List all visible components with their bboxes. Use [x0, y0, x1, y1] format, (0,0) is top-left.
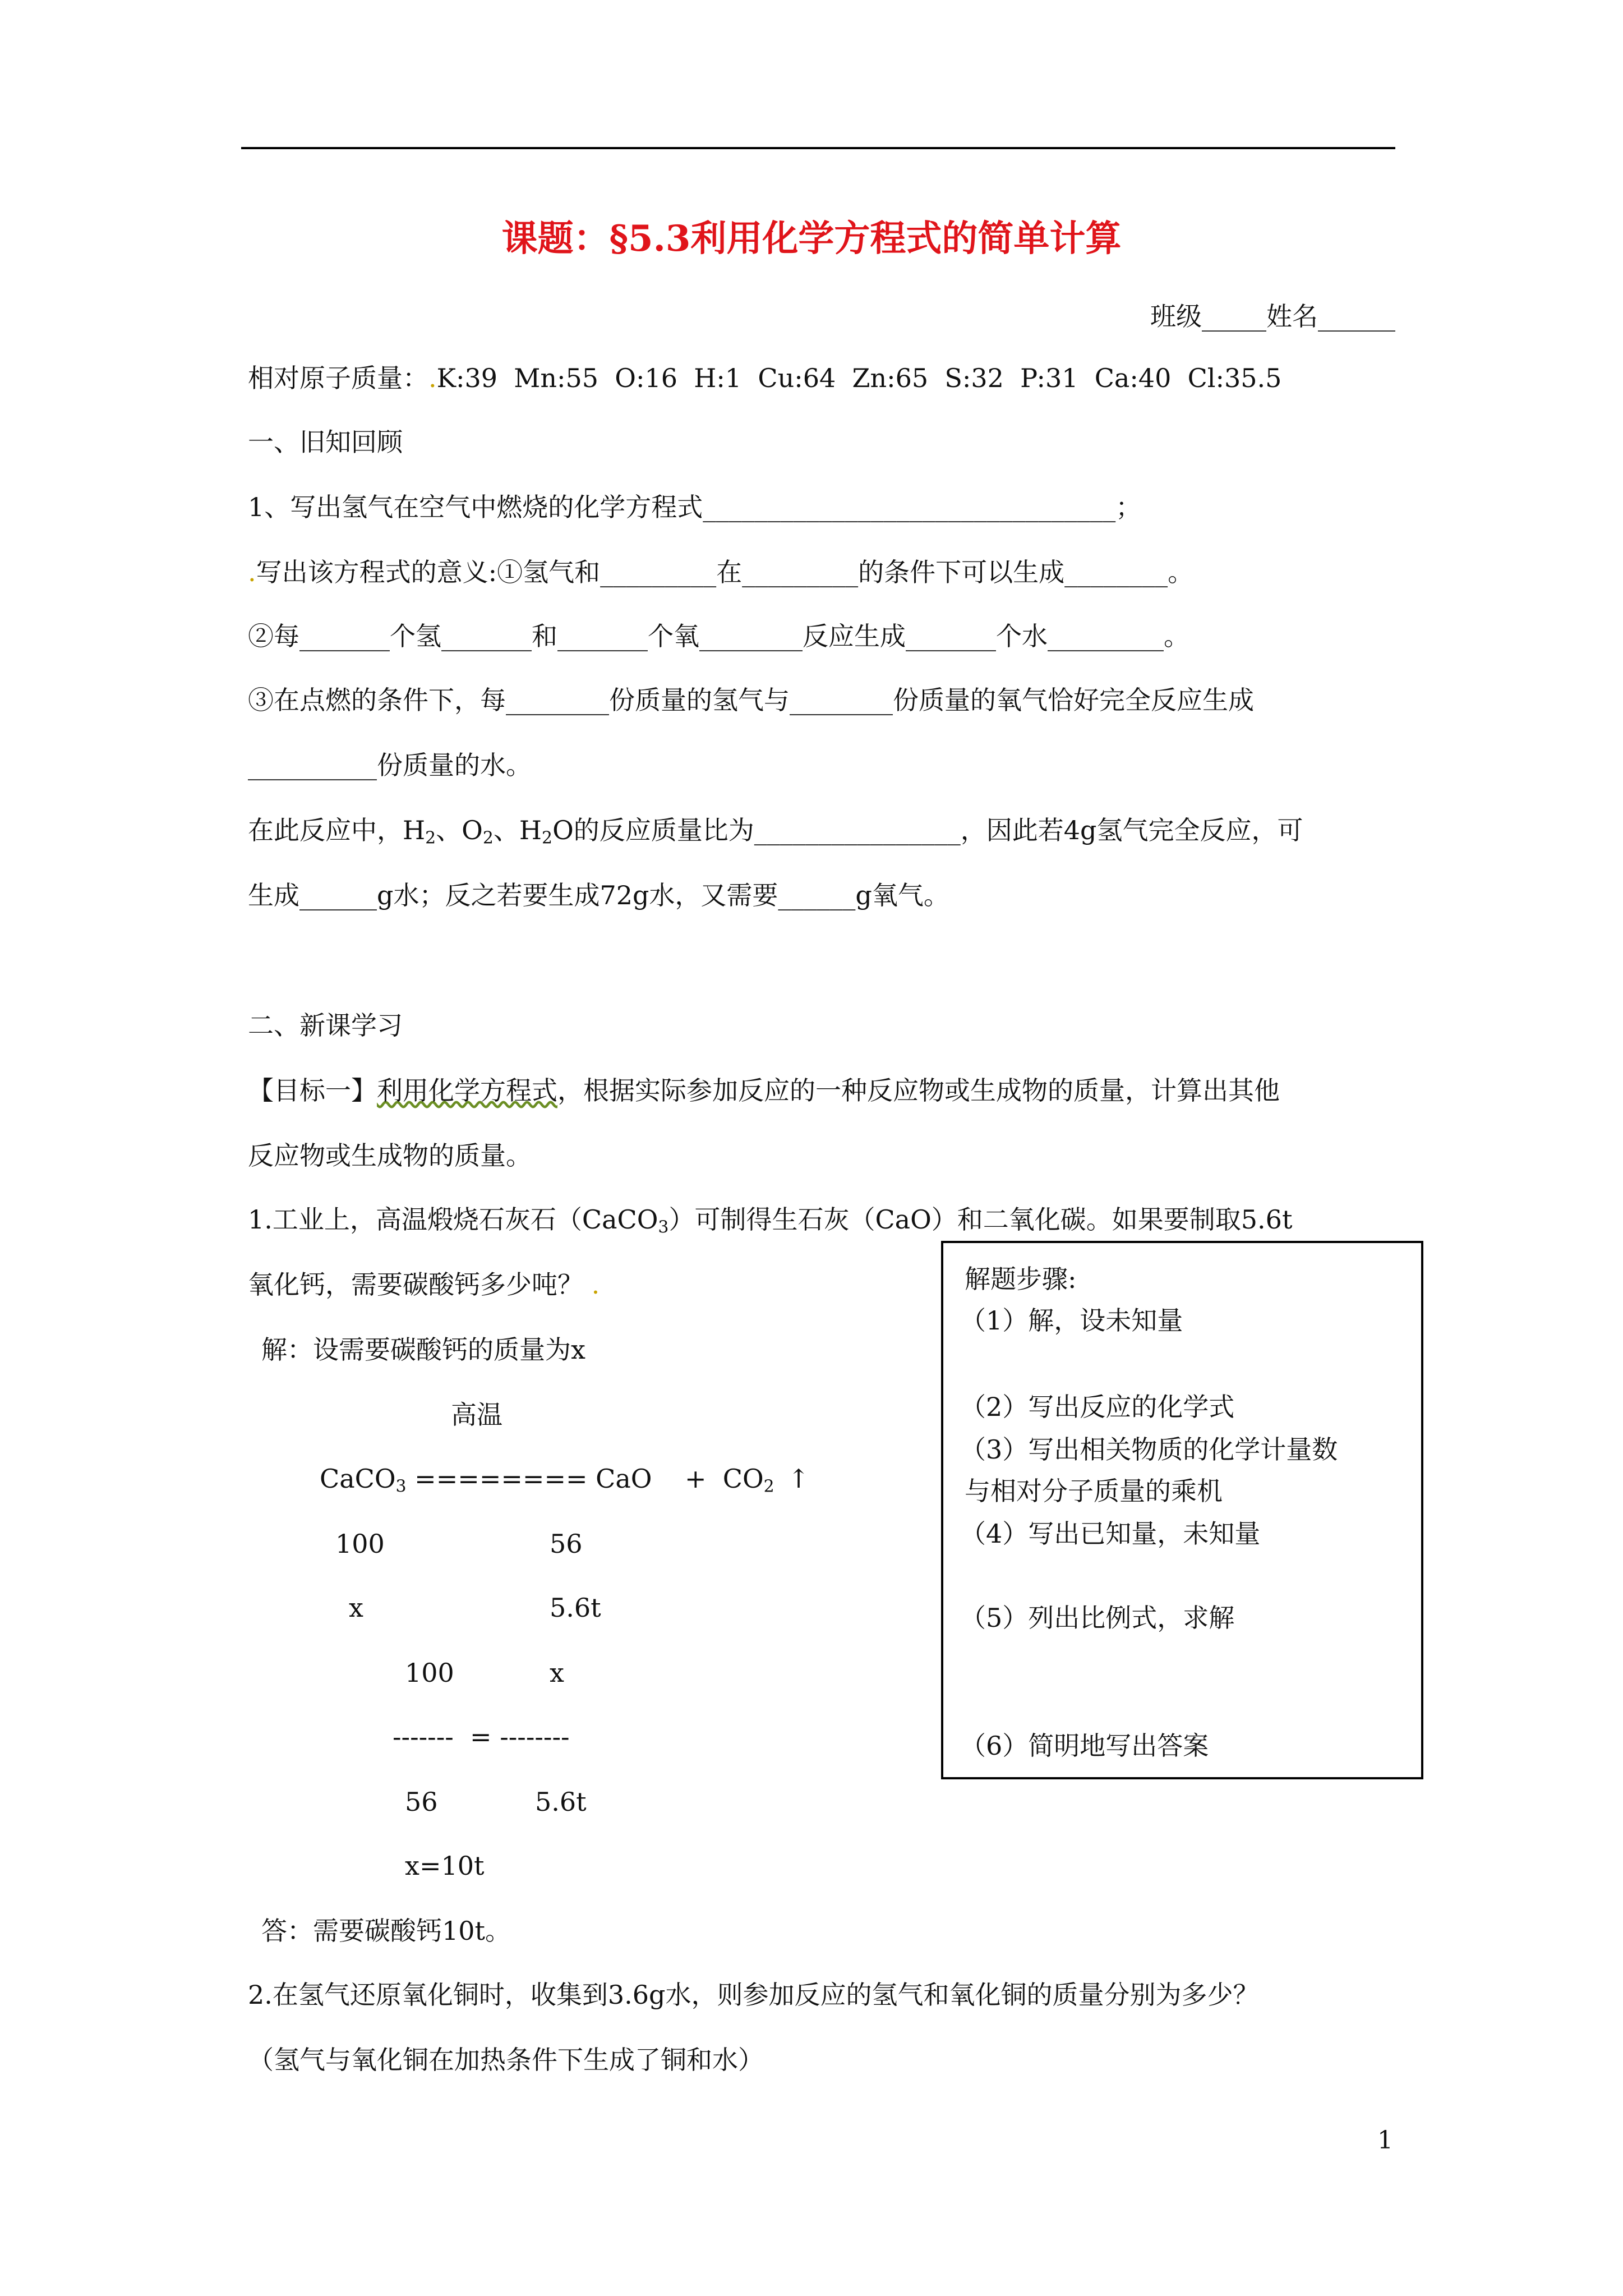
step-4: （4）写出已知量，未知量 [960, 1519, 1261, 1549]
subscript: 2 [542, 828, 553, 848]
subscript: 3 [395, 1476, 407, 1497]
step-3a: （3）写出相关物质的化学计量数 [960, 1434, 1338, 1465]
goal1-rest: ，根据实际参加反应的一种反应物或生成物的质量，计算出其他 [557, 1075, 1280, 1106]
steps-title: 解题步骤: [965, 1264, 1077, 1294]
q1-line-2-wrap [248, 555, 1193, 589]
header-rule [241, 147, 1395, 149]
ex2-line-2: （氢气与氧化铜在加热条件下生成了铜和水） [248, 2045, 764, 2075]
ex2-line-1: 2.在氢气还原氧化铜时，收集到3.6g水，则参加反应的氢气和氧化铜的质量分别为多少？ [248, 1980, 1259, 2010]
goal1-wavy-text: 利用化学方程式 [377, 1075, 557, 1106]
ex1-line-2-wrap [248, 1268, 600, 1301]
atomic-mass-line [248, 361, 1281, 395]
ratio-top-right: x [550, 1658, 564, 1688]
reaction-condition: 高温 [451, 1400, 502, 1430]
solution-set: 解：设需要碳酸钙的质量为x [261, 1335, 585, 1365]
q1-line-3: ②每_______个氢_______和_______个氧________反应生成_______个水_________。 [248, 621, 1189, 651]
subscript: 2 [425, 828, 436, 848]
subscript: 2 [482, 828, 494, 848]
atomic-mass-values: K:39 Mn:55 O:16 H:1 Cu:64 Zn:65 S:32 P:31 Ca:40 Cl:35.5 [436, 363, 1282, 393]
step-1: （1）解，设未知量 [960, 1305, 1183, 1336]
solution-answer: 答：需要碳酸钙10t。 [261, 1916, 511, 1946]
step-6: （6）简明地写出答案 [960, 1731, 1209, 1761]
reaction-equation [320, 1462, 809, 1496]
ex1-part: 1.工业上，高温煅烧石灰石（CaCO [248, 1204, 658, 1235]
mark-dot-icon: . [583, 1269, 600, 1300]
subscript: 2 [763, 1476, 774, 1497]
q1-line-6-part: 、H [493, 815, 542, 845]
mark-dot-icon: . [428, 363, 437, 393]
q1-line-1: 1、写出氢气在空气中燃烧的化学方程式________________________________； [248, 492, 1142, 522]
ex1-line-2: 氧化钙，需要碳酸钙多少吨？ [248, 1269, 583, 1300]
subscript: 3 [658, 1217, 669, 1237]
section-heading-new: 二、新课学习 [248, 1010, 403, 1041]
q1-line-2: 写出该方程式的意义:①氢气和_________在_________的条件下可以生成________。 [256, 557, 1194, 587]
molar-mass-cao: 56 [550, 1529, 583, 1559]
q1-line-7: 生成______g水；反之若要生成72g水，又需要______g氧气。 [248, 880, 949, 910]
ratio-bottom-right: 5.6t [535, 1787, 587, 1817]
known-mass: 5.6t [550, 1593, 601, 1623]
q1-line-4: ③在点燃的条件下，每________份质量的氢气与________份质量的氧气恰好完全反应生成 [248, 685, 1254, 715]
goal1-line-1 [248, 1074, 1280, 1107]
eq-part: CaCO [320, 1464, 396, 1494]
ratio-bottom-left: 56 [405, 1787, 438, 1817]
q1-line-6-part: 在此反应中，H [248, 815, 426, 845]
q1-line-6 [248, 813, 1303, 847]
q1-line-6-part: 、O [436, 815, 483, 845]
page-title: 课题：§5.3利用化学方程式的简单计算 [501, 218, 1122, 260]
page-number: 1 [1377, 2126, 1393, 2155]
eq-part: ======== CaO + CO [406, 1464, 764, 1494]
ex1-line-1 [248, 1203, 1292, 1236]
unknown-x: x [349, 1593, 363, 1623]
goal1-prefix: 【目标一】 [248, 1075, 377, 1106]
ex1-part: ）可制得生石灰（CaO）和二氧化碳。如果要制取5.6t [668, 1204, 1293, 1235]
section-heading-review: 一、旧知回顾 [248, 427, 403, 457]
step-2: （2）写出反应的化学式 [960, 1392, 1235, 1422]
ratio-bar: ------- = -------- [393, 1722, 570, 1752]
ratio-top-left: 100 [405, 1658, 454, 1688]
q1-line-5: __________份质量的水。 [248, 750, 532, 780]
goal1-line-2: 反应物或生成物的质量。 [248, 1140, 532, 1171]
atomic-mass-label: 相对原子质量： [248, 363, 428, 393]
solution-steps-box [941, 1241, 1423, 1779]
q1-line-6-part: O的反应质量比为________________，因此若4g氢气完全反应，可 [552, 815, 1303, 845]
mark-dot-icon: . [248, 557, 256, 587]
molar-mass-caco3: 100 [335, 1529, 385, 1559]
class-name-line: 班级_____姓名______ [1150, 301, 1395, 332]
step-3b: 与相对分子质量的乘机 [965, 1476, 1223, 1506]
step-5: （5）列出比例式，求解 [960, 1603, 1235, 1633]
solution-result: x=10t [405, 1851, 485, 1881]
gas-arrow-icon: ↑ [787, 1464, 810, 1494]
